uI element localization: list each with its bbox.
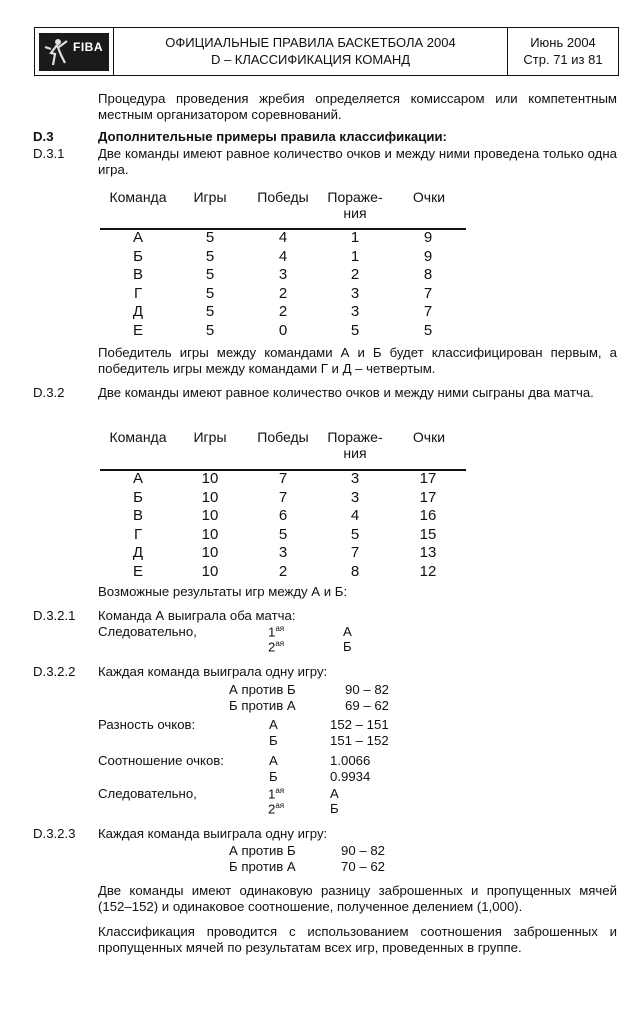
table-cell: Г xyxy=(133,284,143,302)
section-text-d322: Каждая команда выиграла одну игру: xyxy=(98,664,328,679)
table-cell: 7 xyxy=(278,488,288,506)
table-cell: В xyxy=(132,266,143,283)
game-1-score: 90 – 82 xyxy=(345,682,389,697)
table-cell: 1 xyxy=(350,229,360,246)
place-first-sup: ая xyxy=(275,786,285,795)
table-cell: А xyxy=(132,470,143,487)
section-number-d31: D.3.1 xyxy=(33,146,65,161)
table-cell: Г xyxy=(133,525,143,543)
diff-team-a: А xyxy=(269,717,278,732)
ratio-team-a-value: 1.0066 xyxy=(330,753,371,768)
ratio-label: Соотношение очков: xyxy=(98,753,224,768)
col-header-team: Команда xyxy=(109,189,167,205)
col-header-games: Игры xyxy=(193,429,227,445)
table-cell: 5 xyxy=(205,303,215,320)
table-cell: 5 xyxy=(278,525,288,543)
place-second-num: 2 xyxy=(268,639,276,655)
game-1-label: А против Б xyxy=(229,843,296,858)
table-cell: 7 xyxy=(423,303,433,320)
ratio-team-a: А xyxy=(269,753,278,768)
table-cell: 8 xyxy=(423,266,433,283)
header-title-line2: D – КЛАССИФИКАЦИЯ КОМАНД xyxy=(210,51,411,67)
table-cell: 7 xyxy=(278,470,288,487)
table-cell: 3 xyxy=(350,303,360,320)
diff-label: Разность очков: xyxy=(98,717,196,732)
table-cell: 2 xyxy=(278,562,288,580)
col-header-losses-line2: ния xyxy=(343,205,367,222)
col-header-points: Очки xyxy=(412,189,446,205)
table-cell: 7 xyxy=(350,544,360,561)
place-first-num: 1 xyxy=(268,786,276,802)
place-second-sup: ая xyxy=(275,801,285,810)
section-after-d31: Победитель игры между командами А и Б будет классифицирован первым, а победитель игры между командами Г и Д – четвертым. xyxy=(98,345,617,377)
diff-team-b-value: 151 – 152 xyxy=(330,733,389,748)
table-cell: 17 xyxy=(419,470,437,487)
table-cell: 10 xyxy=(201,525,219,543)
table-cell: 9 xyxy=(423,229,433,246)
table-cell: 10 xyxy=(201,507,219,524)
table-cell: 8 xyxy=(350,562,360,580)
section-number-d322: D.3.2.2 xyxy=(33,664,76,679)
basketball-player-icon xyxy=(43,37,69,67)
place-second-value: Б xyxy=(343,639,352,654)
table-cell: 15 xyxy=(419,525,437,543)
place-second-sup: ая xyxy=(275,639,285,648)
header-meta xyxy=(508,28,618,75)
place-second-num: 2 xyxy=(268,801,276,817)
table-cell: 5 xyxy=(350,525,360,543)
section-text-d321: Команда А выиграла оба матча: xyxy=(98,608,296,623)
table-cell: 3 xyxy=(278,544,288,561)
header-title xyxy=(114,28,508,75)
game-1-score: 90 – 82 xyxy=(341,843,385,858)
col-header-points: Очки xyxy=(412,429,446,445)
col-header-wins: Победы xyxy=(257,429,309,445)
table-cell: 5 xyxy=(205,321,215,339)
col-header-losses xyxy=(322,429,388,461)
fiba-logo xyxy=(39,33,109,71)
table-cell: 10 xyxy=(201,488,219,506)
table-cell: 5 xyxy=(423,321,433,339)
section-number-d321: D.3.2.1 xyxy=(33,608,76,623)
ratio-team-b: Б xyxy=(269,769,278,784)
page-header xyxy=(34,27,619,76)
table-cell: 9 xyxy=(423,247,433,265)
table-cell: 5 xyxy=(205,247,215,265)
logo-cell xyxy=(35,28,114,75)
header-page: Стр. 71 из 81 xyxy=(523,51,603,67)
game-2-label: Б против А xyxy=(229,698,296,713)
table-cell: 3 xyxy=(278,266,288,283)
col-header-losses-line2: ния xyxy=(343,445,367,462)
section-text-d323: Каждая команда выиграла одну игру: xyxy=(98,826,328,841)
place-second xyxy=(268,801,284,817)
table-cell: 3 xyxy=(350,488,360,506)
col-header-losses-line1: Пораже- xyxy=(327,429,383,445)
table-cell: 13 xyxy=(419,544,437,561)
table-cell: 5 xyxy=(350,321,360,339)
table-cell: 10 xyxy=(201,470,219,487)
therefore-label: Следовательно, xyxy=(98,786,197,801)
table-cell: 0 xyxy=(278,321,288,339)
diff-team-a-value: 152 – 151 xyxy=(330,717,389,732)
col-header-losses xyxy=(322,189,388,221)
col-header-wins: Победы xyxy=(257,189,309,205)
section-title-d3: Дополнительные примеры правила классификации: xyxy=(98,129,447,144)
table-cell: 1 xyxy=(350,247,360,265)
header-title-line1: ОФИЦИАЛЬНЫЕ ПРАВИЛА БАСКЕТБОЛА 2004 xyxy=(165,35,456,51)
table-cell: 16 xyxy=(419,507,437,524)
table-cell: Е xyxy=(132,321,143,339)
section-after-d32: Возможные результаты игр между А и Б: xyxy=(98,584,348,599)
col-header-team: Команда xyxy=(109,429,167,445)
header-date: Июнь 2004 xyxy=(530,35,596,51)
table-cell: 12 xyxy=(419,562,437,580)
section-text-d31: Две команды имеют равное количество очков и между ними проведена только одна игра. xyxy=(98,146,617,178)
therefore-label: Следовательно, xyxy=(98,624,197,639)
section-number-d3: D.3 xyxy=(33,129,54,144)
diff-team-b: Б xyxy=(269,733,278,748)
table-cell: 4 xyxy=(350,507,360,524)
section-number-d32: D.3.2 xyxy=(33,385,65,400)
place-first-num: 1 xyxy=(268,624,276,640)
table-cell: 3 xyxy=(350,284,360,302)
table-cell: 4 xyxy=(278,247,288,265)
ratio-team-b-value: 0.9934 xyxy=(330,769,371,784)
table-cell: 7 xyxy=(423,284,433,302)
table-cell: 5 xyxy=(205,229,215,246)
table-cell: 10 xyxy=(201,544,219,561)
paragraph-classification: Классификация проводится с использованием соотношения заброшенных и пропущенных мячей по результатам всех игр, проведенных в группе. xyxy=(98,924,617,956)
table-cell: Б xyxy=(133,488,143,506)
place-first xyxy=(268,786,284,802)
game-1-label: А против Б xyxy=(229,682,296,697)
place-second-value: Б xyxy=(330,801,339,816)
place-first xyxy=(268,624,284,640)
section-number-d323: D.3.2.3 xyxy=(33,826,76,841)
table-cell: 2 xyxy=(278,303,288,320)
game-2-label: Б против А xyxy=(229,859,296,874)
table-cell: А xyxy=(132,229,143,246)
table-cell: 17 xyxy=(419,488,437,506)
col-header-losses-line1: Пораже- xyxy=(327,189,383,205)
table-cell: 2 xyxy=(278,284,288,302)
place-first-sup: ая xyxy=(275,624,285,633)
table-cell: Д xyxy=(132,303,144,320)
game-2-score: 69 – 62 xyxy=(345,698,389,713)
table-cell: Е xyxy=(132,562,143,580)
section-text-d32: Две команды имеют равное количество очков и между ними сыграны два матча. xyxy=(98,385,594,400)
table-cell: Д xyxy=(132,544,144,561)
place-second xyxy=(268,639,284,655)
table-cell: 5 xyxy=(205,284,215,302)
table-cell: Б xyxy=(133,247,143,265)
table-cell: 6 xyxy=(278,507,288,524)
intro-paragraph: Процедура проведения жребия определяется комиссаром или компетентным местным организатором соревнований. xyxy=(98,91,617,123)
col-header-games: Игры xyxy=(193,189,227,205)
table-cell: 3 xyxy=(350,470,360,487)
table-cell: 10 xyxy=(201,562,219,580)
table-cell: В xyxy=(132,507,143,524)
game-2-score: 70 – 62 xyxy=(341,859,385,874)
table-cell: 5 xyxy=(205,266,215,283)
logo-text: FIBA xyxy=(73,39,103,54)
table-cell: 4 xyxy=(278,229,288,246)
table-cell: 2 xyxy=(350,266,360,283)
paragraph-equal-ratio: Две команды имеют одинаковую разницу заброшенных и пропущенных мячей (152–152) и одинаковое соотношение, полученное делением (1,000). xyxy=(98,883,617,915)
place-first-value: А xyxy=(343,624,352,639)
place-first-value: А xyxy=(330,786,339,801)
